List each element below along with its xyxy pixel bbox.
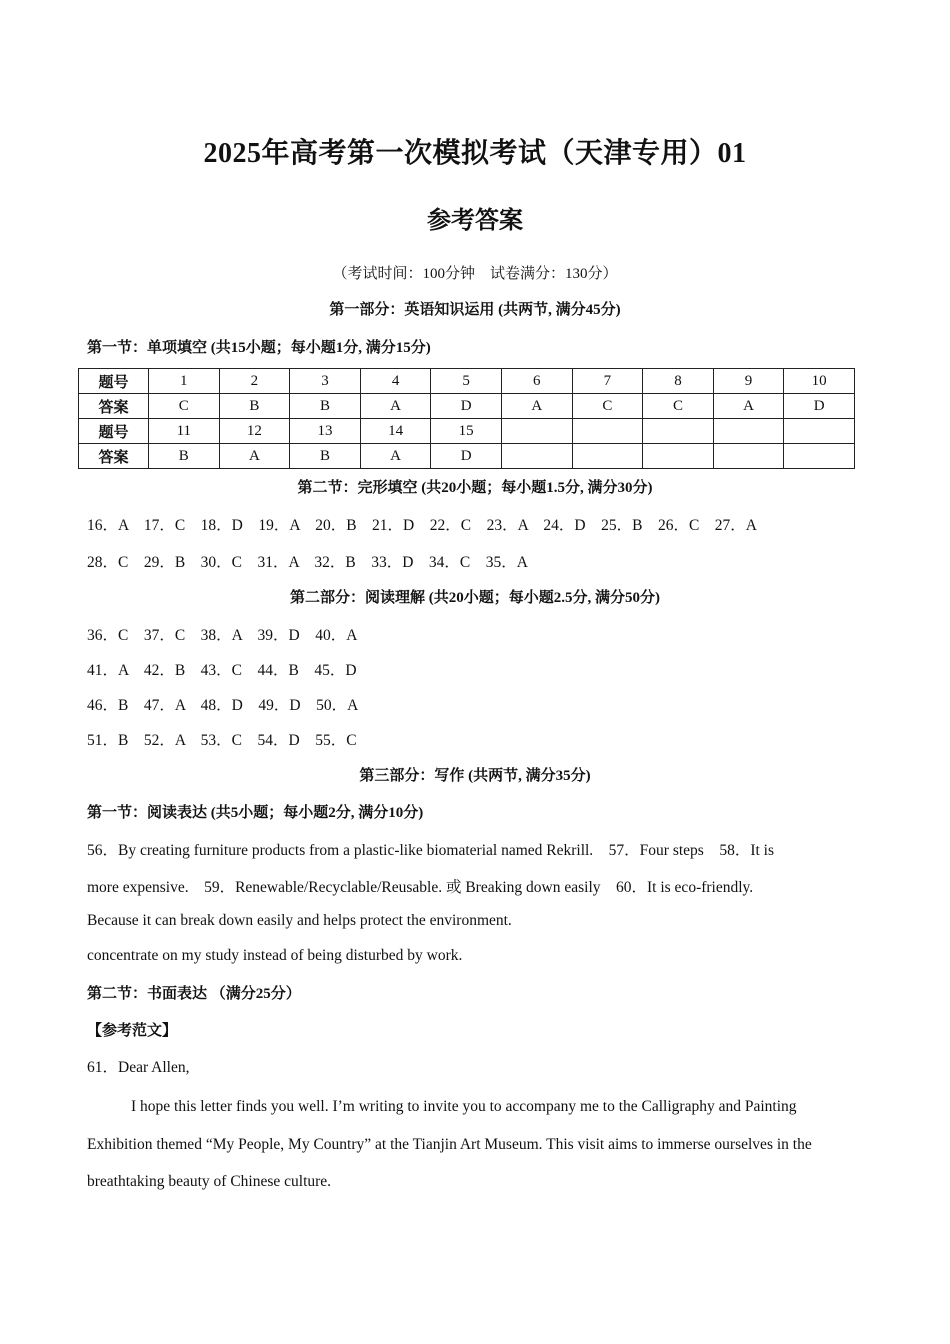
table-cell — [572, 419, 643, 444]
table-row-label: 答案 — [79, 394, 149, 419]
table-cell: A — [360, 394, 431, 419]
table-cell: D — [431, 444, 502, 469]
reading-answers-line-3: 46．B 47．A 48．D 49．D 50．A — [87, 697, 359, 714]
answer-table — [78, 368, 855, 469]
table-cell: B — [290, 444, 361, 469]
table-cell — [572, 444, 643, 469]
cloze-answers-line-2: 28．C 29．B 30．C 31．A 32．B 33．D 34．C 35．A — [87, 554, 528, 571]
part1-section2-heading: 第二节：完形填空 (共20小题；每小题1.5分, 满分30分) — [297, 480, 653, 496]
table-cell — [784, 444, 855, 469]
document-title: 2025年高考第一次模拟考试（天津专用）01 — [203, 138, 747, 169]
expression-answers-line-3: Because it can break down easily and helps protect the environment. — [87, 912, 512, 929]
table-cell — [501, 444, 572, 469]
table-cell: 1 — [149, 369, 220, 394]
cloze-answers-line-1: 16．A 17．C 18．D 19．A 20．B 21．D 22．C 23．A 24．D 25．B 26．C 27．A — [87, 517, 757, 534]
table-cell — [643, 419, 714, 444]
table-cell — [713, 444, 784, 469]
part2-heading: 第二部分：阅读理解 (共20小题；每小题2.5分, 满分50分) — [290, 590, 660, 606]
table-cell: 3 — [290, 369, 361, 394]
table-cell — [643, 444, 714, 469]
reading-answers-line-1: 36．C 37．C 38．A 39．D 40．A — [87, 627, 358, 644]
table-row-label: 题号 — [79, 369, 149, 394]
table-cell: C — [149, 394, 220, 419]
table-cell: 8 — [643, 369, 714, 394]
expression-answers-line-2: more expensive. 59．Renewable/Recyclable/Reusable. 或 Breaking down easily 60．It is eco-friendly. — [87, 879, 754, 896]
table-cell: 11 — [149, 419, 220, 444]
table-cell: A — [713, 394, 784, 419]
table-cell: C — [643, 394, 714, 419]
reading-answers-line-2: 41．A 42．B 43．C 44．B 45．D — [87, 662, 357, 679]
table-cell: B — [219, 394, 290, 419]
table-cell: 15 — [431, 419, 502, 444]
table-cell: 2 — [219, 369, 290, 394]
exam-info: （考试时间：100分钟 试卷满分：130分） — [332, 266, 618, 282]
sample-essay-label: 【参考范文】 — [87, 1023, 178, 1039]
table-cell — [784, 419, 855, 444]
table-cell — [713, 419, 784, 444]
table-cell: 9 — [713, 369, 784, 394]
expression-answers-line-4: concentrate on my study instead of being disturbed by work. — [87, 947, 463, 964]
table-cell: A — [219, 444, 290, 469]
table-row — [79, 419, 855, 444]
part1-section1-heading: 第一节：单项填空 (共15小题；每小题1分, 满分15分) — [87, 340, 431, 356]
table-cell: B — [149, 444, 220, 469]
table-cell — [501, 419, 572, 444]
table-row — [79, 369, 855, 394]
letter-salutation: 61．Dear Allen, — [87, 1059, 190, 1076]
table-cell: D — [431, 394, 502, 419]
table-cell: A — [501, 394, 572, 419]
part3-section2-heading: 第二节：书面表达 （满分25分） — [87, 986, 301, 1002]
table-row — [79, 444, 855, 469]
expression-answers-line-1: 56．By creating furniture products from a plastic-like biomaterial named Rekrill. 57．Four steps 58．It is — [87, 842, 775, 859]
part3-heading: 第三部分：写作 (共两节, 满分35分) — [359, 768, 591, 784]
table-cell: 13 — [290, 419, 361, 444]
reading-answers-line-4: 51．B 52．A 53．C 54．D 55．C — [87, 732, 357, 749]
table-cell: 7 — [572, 369, 643, 394]
table-row-label: 答案 — [79, 444, 149, 469]
table-row — [79, 394, 855, 419]
table-row-label: 题号 — [79, 419, 149, 444]
letter-paragraph: I hope this letter finds you well. I’m writing to invite you to accompany me to the Calligraphy and Painting Exhibition themed “My People, My Country” at the Tianjin Art Museum. This visit aims to immerse ourselves in the breathtaking beauty of Chinese culture. — [87, 1098, 812, 1190]
table-cell: 6 — [501, 369, 572, 394]
table-cell: D — [784, 394, 855, 419]
part3-section1-heading: 第一节：阅读表达 (共5小题；每小题2分, 满分10分) — [87, 805, 424, 821]
table-cell: C — [572, 394, 643, 419]
part1-heading: 第一部分：英语知识运用 (共两节, 满分45分) — [329, 302, 621, 318]
table-cell: 5 — [431, 369, 502, 394]
table-cell: 4 — [360, 369, 431, 394]
table-cell: 10 — [784, 369, 855, 394]
table-cell: B — [290, 394, 361, 419]
document-subtitle: 参考答案 — [427, 208, 523, 234]
table-cell: 14 — [360, 419, 431, 444]
table-cell: A — [360, 444, 431, 469]
table-cell: 12 — [219, 419, 290, 444]
